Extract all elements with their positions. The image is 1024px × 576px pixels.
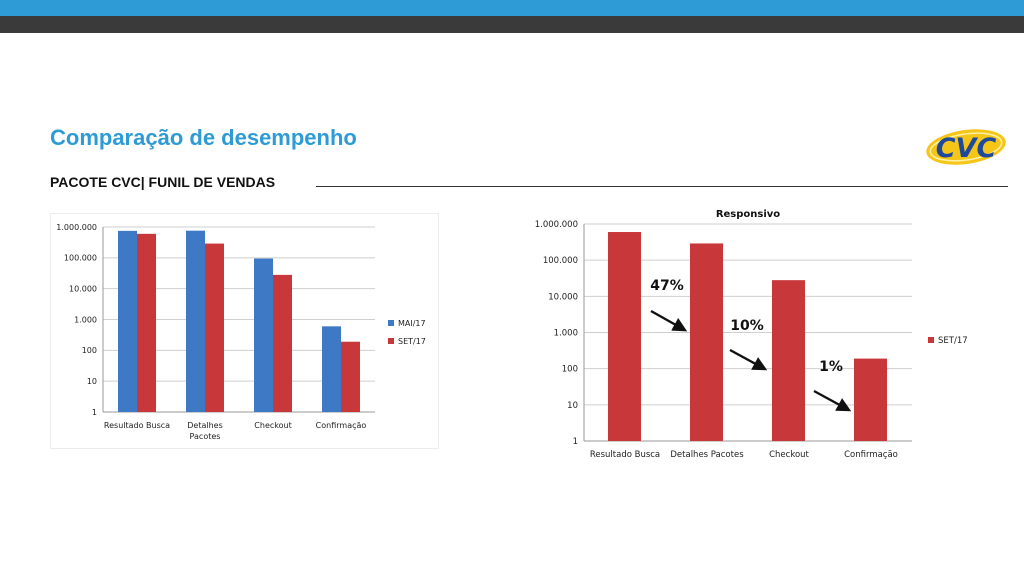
- y-tick-label: 10.000: [548, 292, 578, 303]
- x-tick-label: Confirmação: [315, 421, 367, 430]
- y-tick-label: 1: [91, 407, 97, 417]
- y-tick-label: 100: [561, 364, 578, 375]
- legend-swatch-set-17: [388, 338, 394, 344]
- x-tick-label: Resultado Busca: [103, 421, 171, 430]
- annotation-label: 47%: [650, 278, 684, 294]
- y-tick-label: 1.000.000: [56, 222, 97, 232]
- annotation-label: 10%: [730, 318, 764, 334]
- chart-panel-comparison: [51, 214, 438, 448]
- bar-chart-responsivo: [521, 200, 973, 465]
- annotation-label: 1%: [819, 359, 843, 375]
- y-tick-label: 100: [81, 346, 97, 356]
- y-tick-label: 1.000: [74, 315, 97, 325]
- legend-label-set-17: SET/17: [398, 337, 426, 346]
- bar-set-17-resultado-busca: [608, 232, 641, 441]
- y-tick-label: 10.000: [69, 284, 97, 294]
- bar-mai-17-detalhes-pacotes: [186, 231, 205, 412]
- subtitle-divider: [316, 186, 1008, 187]
- bar-mai-17-resultado-busca: [118, 231, 137, 412]
- x-tick-label: Confirmação: [844, 450, 898, 460]
- legend-label-set-17: SET/17: [938, 336, 968, 346]
- x-tick-label: Detalhes Pacotes: [670, 450, 744, 460]
- y-tick-label: 1.000: [553, 328, 578, 339]
- x-tick-label: Pacotes: [189, 432, 221, 441]
- y-tick-label: 1.000.000: [534, 219, 578, 230]
- legend-label-mai-17: MAI/17: [398, 319, 426, 328]
- chart-panel-responsivo: [521, 200, 973, 465]
- logo-text: CVC: [935, 133, 997, 164]
- x-tick-label: Checkout: [769, 450, 809, 460]
- x-tick-label: Resultado Busca: [589, 450, 661, 460]
- slide-title: Comparação de desempenho: [50, 125, 357, 150]
- bar-mai-17-confirmacao: [322, 326, 341, 412]
- annotation-arrow: [730, 350, 763, 368]
- bar-set-17-checkout: [273, 275, 292, 412]
- annotation-arrow: [651, 311, 683, 329]
- y-tick-label: 100.000: [63, 253, 97, 263]
- y-tick-label: 10: [86, 376, 97, 386]
- top-accent-bar: [0, 0, 1024, 16]
- bar-set-17-detalhes-pacotes: [205, 244, 224, 412]
- y-tick-label: 10: [567, 400, 578, 411]
- section-subtitle: PACOTE CVC| FUNIL DE VENDAS: [50, 174, 276, 190]
- y-tick-label: 100.000: [542, 256, 578, 267]
- bar-set-17-detalhes-pacotes: [690, 243, 723, 441]
- top-dark-bar: [0, 16, 1024, 33]
- bar-set-17-confirmacao: [341, 342, 360, 412]
- bar-mai-17-checkout: [254, 259, 273, 412]
- legend-swatch-set-17: [928, 337, 934, 343]
- x-tick-label: Detalhes: [187, 421, 223, 430]
- y-tick-label: 1: [572, 436, 578, 447]
- chart-title: Responsivo: [715, 209, 781, 220]
- cvc-logo: [924, 124, 1008, 175]
- annotation-arrow: [814, 391, 847, 409]
- legend-swatch-mai-17: [388, 320, 394, 326]
- bar-set-17-confirmacao: [854, 359, 887, 441]
- bar-set-17-resultado-busca: [137, 234, 156, 412]
- x-tick-label: Checkout: [254, 421, 292, 430]
- bar-chart-comparison: [51, 214, 438, 448]
- bar-set-17-checkout: [772, 280, 805, 441]
